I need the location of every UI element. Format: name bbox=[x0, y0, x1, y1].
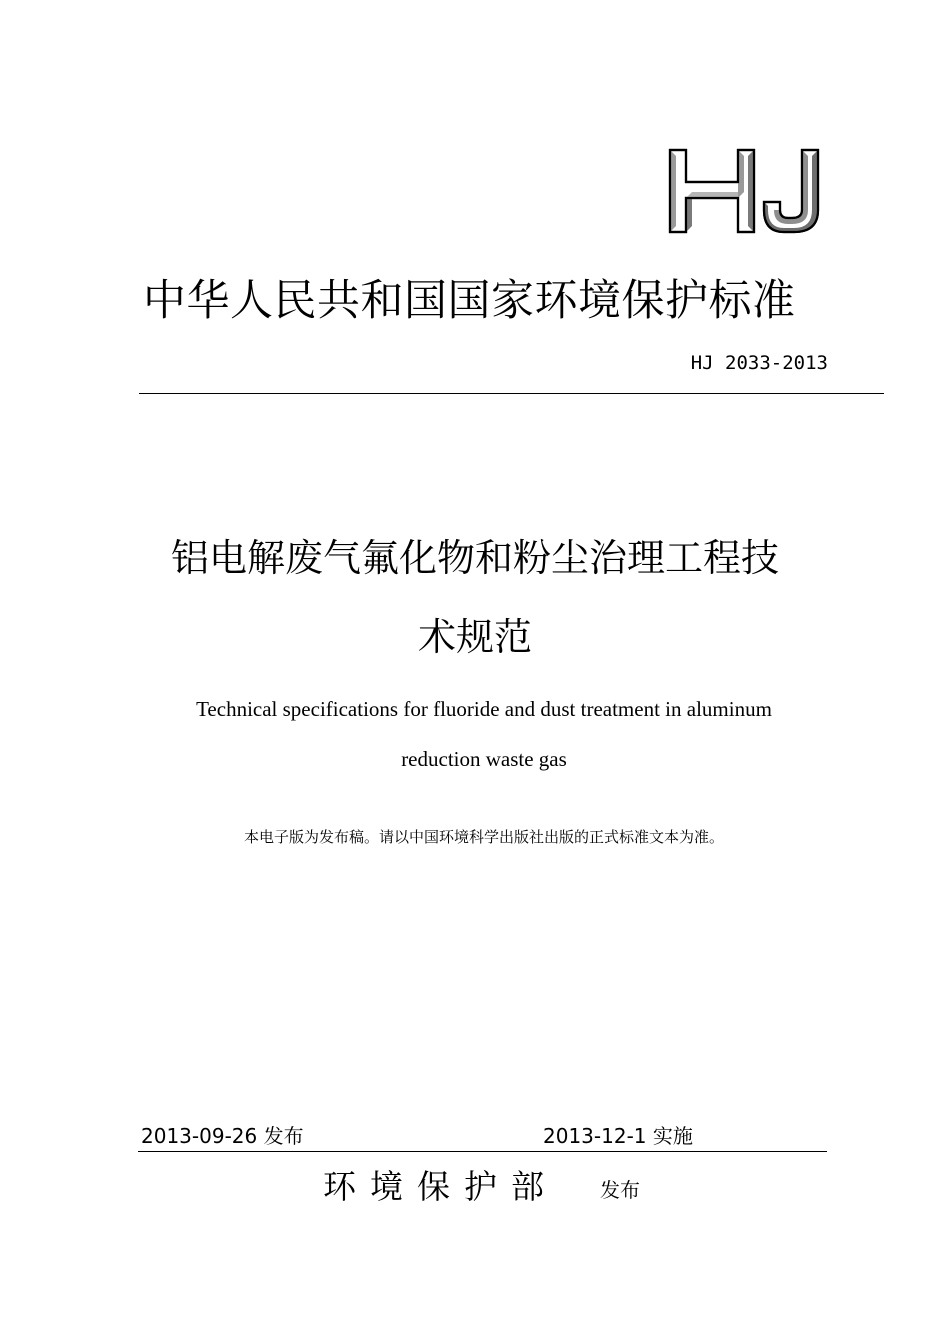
hj-logo-graphic bbox=[662, 140, 830, 240]
org-title: 中华人民共和国国家环境保护标准 bbox=[143, 276, 796, 326]
top-divider bbox=[139, 393, 884, 394]
bottom-divider bbox=[138, 1151, 827, 1152]
edition-notice: 本电子版为发布稿。请以中国环境科学出版社出版的正式标准文本为准。 bbox=[243, 828, 724, 846]
issuer-name: 环境保护部 bbox=[323, 1167, 558, 1206]
hj-logo bbox=[662, 140, 830, 240]
logo-letter-h bbox=[670, 150, 754, 232]
logo-letter-j bbox=[764, 150, 818, 232]
effective-date: 2013-12-1 实施 bbox=[543, 1124, 693, 1148]
title-cn-line-2: 术规范 bbox=[417, 615, 532, 659]
title-en-line-2: reduction waste gas bbox=[401, 747, 567, 771]
title-en-line-1: Technical specifications for fluoride and dust treatment in aluminum bbox=[196, 697, 772, 721]
issue-date: 2013-09-26 发布 bbox=[141, 1124, 304, 1148]
title-cn-line-1: 铝电解废气氟化物和粉尘治理工程技 bbox=[170, 536, 779, 580]
standard-number: HJ 2033-2013 bbox=[690, 352, 828, 374]
issuer-suffix: 发布 bbox=[600, 1178, 640, 1202]
